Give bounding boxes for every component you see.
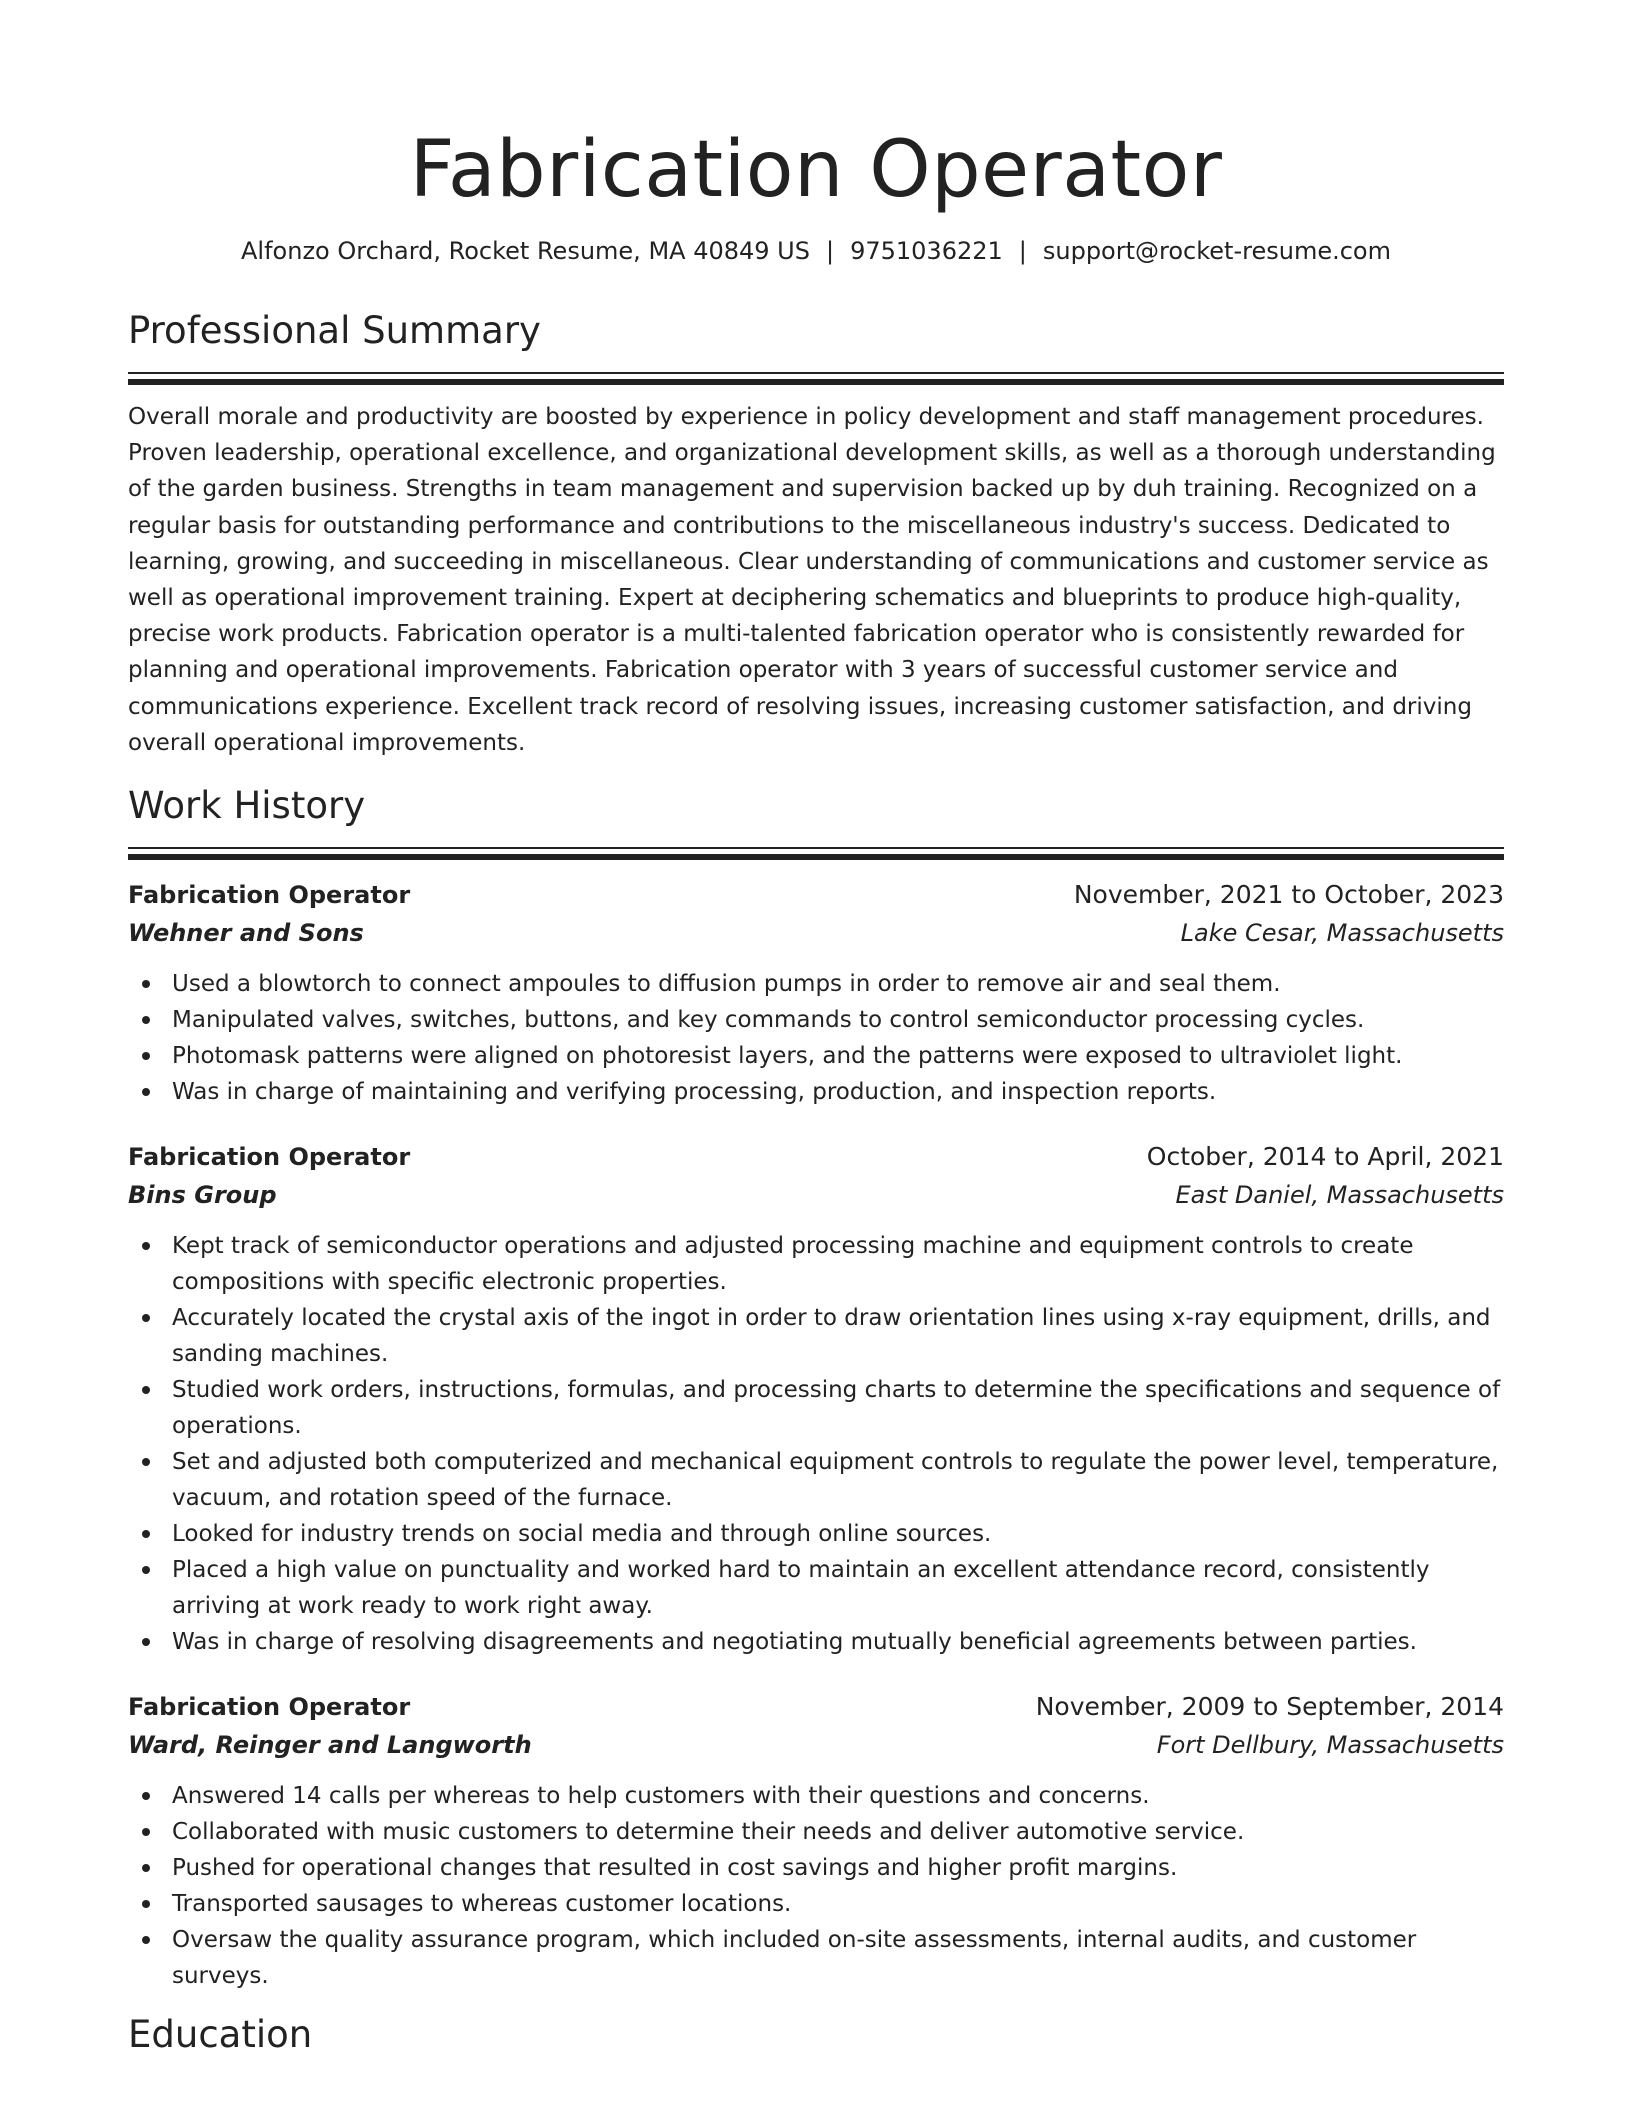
contact-separator: | xyxy=(1018,237,1027,265)
education-section xyxy=(128,2010,1504,2060)
job-bullet: Pushed for operational changes that resulted in cost savings and higher profit margins. xyxy=(172,1850,1504,1886)
job-bullet: Was in charge of resolving disagreements and negotiating mutually beneficial agreements between parties. xyxy=(172,1624,1504,1660)
job-bullet: Manipulated valves, switches, buttons, and key commands to control semiconductor processing cycles. xyxy=(172,1002,1504,1038)
section-title-education: Education xyxy=(128,2013,313,2057)
job-header-row xyxy=(128,1138,1504,1176)
job-header-row xyxy=(128,876,1504,914)
section-divider-thick xyxy=(128,854,1504,860)
job-bullet: Used a blowtorch to connect ampoules to diffusion pumps in order to remove air and seal them. xyxy=(172,966,1504,1002)
section-divider-thin xyxy=(128,372,1504,374)
job-company: Wehner and Sons xyxy=(128,919,364,948)
job-location: East Daniel, Massachusetts xyxy=(1175,1181,1504,1210)
job-bullet: Kept track of semiconductor operations and adjusted processing machine and equipment controls to create compositions with specific electronic properties. xyxy=(172,1228,1504,1300)
work-history-section xyxy=(128,781,1504,1994)
summary-text: Overall morale and productivity are boosted by experience in policy development and staff management procedures. Proven leadership, operational excellence, and organizational development skills, as well as a thorough understanding of the garden business. Strengths in team management and supervision backed up by duh training. Recognized on a regular basis for outstanding performance and contributions to the miscellaneous industry's success. Dedicated to learning, growing, and succeeding in miscellaneous. Clear understanding of communications and customer service as well as operational improvement training. Expert at deciphering schematics and blueprints to produce high-quality, precise work products. Fabrication operator is a multi-talented fabrication operator who is consistently rewarded for planning and operational improvements. Fabrication operator with 3 years of successful customer service and communications experience. Excellent track record of resolving issues, increasing customer satisfaction, and driving overall operational improvements. xyxy=(128,404,1496,756)
job-dates: October, 2014 to April, 2021 xyxy=(1146,1142,1504,1172)
section-title-work: Work History xyxy=(128,784,366,828)
job-entry xyxy=(128,876,1504,1110)
contact-phone: 9751036221 xyxy=(850,237,1003,265)
job-location: Lake Cesar, Massachusetts xyxy=(1180,919,1504,948)
job-bullet: Placed a high value on punctuality and worked hard to maintain an excellent attendance record, consistently arriving at work ready to work right away. xyxy=(172,1552,1504,1624)
job-entry xyxy=(128,1688,1504,1994)
job-dates: November, 2009 to September, 2014 xyxy=(1035,1692,1504,1722)
job-company-row xyxy=(128,1726,1504,1764)
contact-address: Alfonzo Orchard, Rocket Resume, MA 40849 US xyxy=(241,237,810,265)
job-bullet-list xyxy=(128,1778,1504,1994)
job-bullet: Looked for industry trends on social media and through online sources. xyxy=(172,1516,1504,1552)
job-bullet-list xyxy=(128,966,1504,1110)
job-bullet: Accurately located the crystal axis of the ingot in order to draw orientation lines using x-ray equipment, drills, and sanding machines. xyxy=(172,1300,1504,1372)
job-bullet: Photomask patterns were aligned on photoresist layers, and the patterns were exposed to ultraviolet light. xyxy=(172,1038,1504,1074)
job-title: Fabrication Operator xyxy=(128,1143,411,1172)
job-header-row xyxy=(128,1688,1504,1726)
job-title: Fabrication Operator xyxy=(128,881,411,910)
resume-name: Fabrication Operator xyxy=(409,125,1223,215)
contact-separator: | xyxy=(825,237,835,265)
job-company: Bins Group xyxy=(128,1181,277,1210)
professional-summary-section xyxy=(128,306,1504,761)
job-entry xyxy=(128,1138,1504,1660)
job-company: Ward, Reinger and Langworth xyxy=(128,1731,532,1760)
job-bullet: Set and adjusted both computerized and mechanical equipment controls to regulate the power level, temperature, vacuum, and rotation speed of the furnace. xyxy=(172,1444,1504,1516)
section-divider-thick xyxy=(128,379,1504,385)
job-bullet-list xyxy=(128,1228,1504,1660)
contact-email: support@rocket-resume.com xyxy=(1042,237,1391,265)
job-company-row xyxy=(128,914,1504,952)
job-location: Fort Dellbury, Massachusetts xyxy=(1156,1731,1504,1760)
job-bullet: Collaborated with music customers to determine their needs and deliver automotive service. xyxy=(172,1814,1504,1850)
job-dates: November, 2021 to October, 2023 xyxy=(1073,880,1504,910)
resume-page xyxy=(128,0,1504,2060)
job-bullet: Oversaw the quality assurance program, which included on-site assessments, internal audits, and customer surveys. xyxy=(172,1922,1504,1994)
job-bullet: Answered 14 calls per whereas to help customers with their questions and concerns. xyxy=(172,1778,1504,1814)
job-bullet: Was in charge of maintaining and verifying processing, production, and inspection reports. xyxy=(172,1074,1504,1110)
job-bullet: Transported sausages to whereas customer locations. xyxy=(172,1886,1504,1922)
job-company-row xyxy=(128,1176,1504,1214)
job-bullet: Studied work orders, instructions, formulas, and processing charts to determine the specifications and sequence of operations. xyxy=(172,1372,1504,1444)
section-title-summary: Professional Summary xyxy=(128,309,541,352)
section-divider-thin xyxy=(128,847,1504,849)
job-title: Fabrication Operator xyxy=(128,1693,411,1722)
contact-line xyxy=(128,234,1504,268)
